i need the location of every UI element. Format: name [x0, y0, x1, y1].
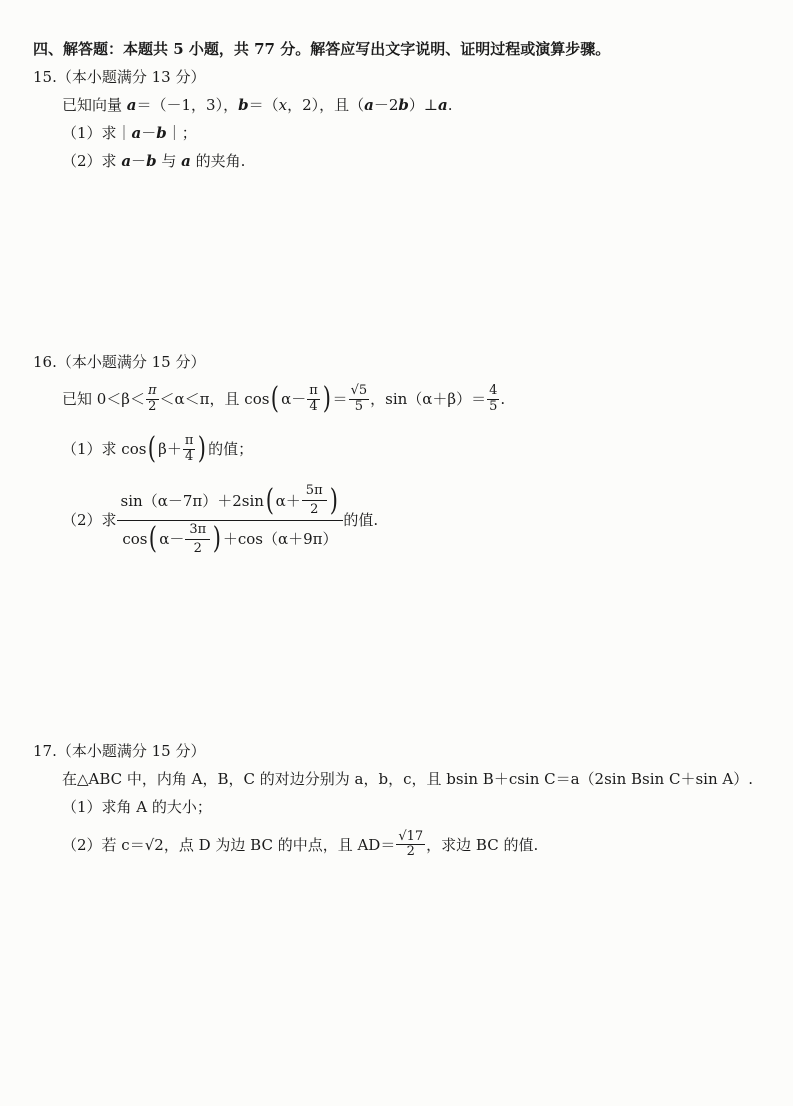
q15-stem: 已知向量 a＝（－1，3），b＝（x，2），且（a－2b）⊥a. — [62, 96, 453, 114]
q17-title: 17.（本小题满分 15 分） — [33, 742, 206, 760]
q16-title: 16.（本小题满分 15 分） — [33, 353, 206, 371]
section-header: 四、解答题：本题共 5 小题，共 77 分。解答应写出文字说明、证明过程或演算步骤。 — [33, 40, 611, 58]
q15-part1: （1）求｜a－b｜； — [62, 124, 197, 142]
q16-stem: 已知 0＜β＜ $\frac{\pi}{2}$ ＜α＜π，且 cos ( α－ $\frac{\pi}{4}$ ) ＝ $\frac{√5}{5}$ ，sin（α＋β）＝ $\frac{4}{5}$ . — [62, 381, 506, 416]
q15-part2: （2）求 a－b 与 a 的夹角. — [62, 152, 246, 170]
q17-stem: 在△ABC 中，内角 A，B，C 的对边分别为 a，b，c，且 bsin B＋csin C＝a（2sin Bsin C＋sin A）. — [62, 770, 753, 788]
q16-big-fraction: sin（α－7π）＋2sin ( α＋ $\frac{5\pi}{2}$ ) cos ( α－ $\frac{3\pi}{2}$ ) ＋cos（α＋9π） — [117, 484, 344, 556]
q17-part1: （1）求角 A 的大小； — [62, 798, 212, 816]
q17-part2: （2）若 c＝√2，点 D 为边 BC 的中点，且 AD＝ $\frac{√17}{2}$ ，求边 BC 的值. — [62, 829, 539, 860]
q15-title: 15.（本小题满分 13 分） — [33, 68, 206, 86]
q16-part1: （1）求 cos ( β＋ $\frac{\pi}{4}$ ) 的值； — [62, 431, 254, 466]
q16-part2: （2）求 sin（α－7π）＋2sin ( α＋ $\frac{5\pi}{2}$ ) cos ( α－ $\frac{3\pi}{2}$ ) ＋cos（α＋9π） 的值. — [62, 482, 379, 557]
